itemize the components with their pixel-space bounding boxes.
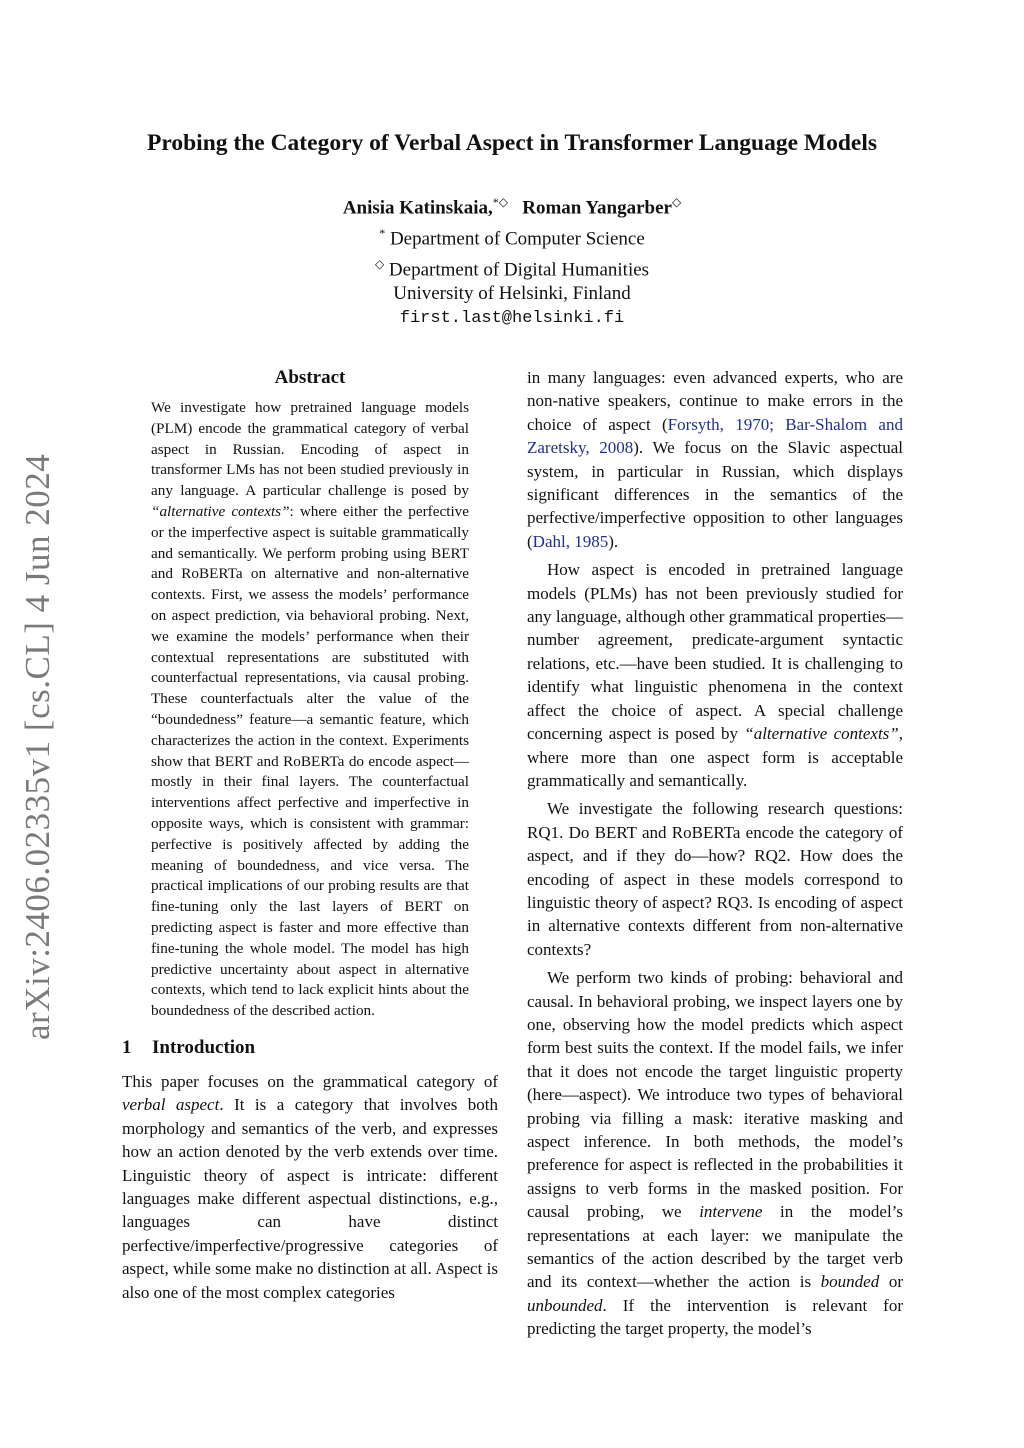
text-run: . If the intervention is relevant for predicting the target property, the model’s <box>527 1295 903 1339</box>
affiliation-line <box>0 252 1024 283</box>
author-email: first.last@helsinki.fi <box>399 308 625 328</box>
body-paragraph <box>527 366 903 553</box>
author-block <box>0 190 1024 331</box>
right-column <box>527 366 903 1341</box>
emphasis: “alternative contexts” <box>744 724 899 744</box>
emphasis: unbounded <box>527 1295 603 1315</box>
author-affiliation-marks: ◇ <box>671 195 682 209</box>
text-run: or <box>879 1272 903 1292</box>
left-column <box>122 366 498 1304</box>
arxiv-identifier: arXiv:2406.02335v1 [cs.CL] 4 Jun 2024 <box>18 453 57 1040</box>
affiliation-line <box>0 221 1024 252</box>
citation-link[interactable]: Dahl, 1985 <box>532 531 609 551</box>
text-run: in many languages: even advanced experts, who are non-native speakers, continue to make errors in the choice of aspect ( <box>527 368 903 434</box>
abstract-heading: Abstract <box>274 367 346 388</box>
section-title: Introduction <box>152 1036 256 1058</box>
text-run: in the model’s representations at each layer: we manipulate the semantics of the action described by the target verb and its context—whether the action is <box>527 1202 904 1292</box>
affiliation: Department of Digital Humanities <box>388 258 650 280</box>
affiliation-mark: ◇ <box>374 256 385 271</box>
affiliation-mark: * <box>379 225 386 240</box>
citation-link[interactable]: Bar-Shalom and Zaretsky, 2008 <box>527 414 903 458</box>
abstract-text-part: We investigate how pretrained language models (PLM) encode the grammatical category of verbal aspect in Russian. Encoding of aspect in transformer LMs has not been studied previously in any language. A particular challenge is posed by <box>151 399 469 500</box>
citation-link[interactable]: Forsyth, 1970 <box>667 414 770 434</box>
text-run: How aspect is encoded in pretrained language models (PLMs) has not been previously studied for any language, although other grammatical properties—number agreement, predicate-argument syntactic relations, etc.—have been studied. It is challenging to identify what linguistic phenomena in the context affect the choice of aspect. A special challenge concerning aspect is posed by <box>527 560 903 744</box>
text-run: ). <box>608 531 619 551</box>
paper-title: Probing the Category of Verbal Aspect in Transformer Language Models <box>146 130 877 156</box>
citation-separator: ; <box>769 414 786 434</box>
emphasis: bounded <box>820 1272 880 1292</box>
body-paragraph <box>527 558 903 792</box>
emphasis: intervene <box>699 1202 763 1222</box>
university: University of Helsinki, Finland <box>393 283 631 305</box>
text-run: This paper focuses on the grammatical category of <box>122 1071 498 1091</box>
intro-paragraph <box>122 1070 498 1304</box>
text-run: , where more than one aspect form is acceptable grammatically and semantically. <box>527 724 903 790</box>
author-name: Roman Yangarber <box>522 197 672 219</box>
abstract-emphasis: “alternative contexts” <box>151 502 290 520</box>
text-run: . It is a category that involves both morphology and semantics of the verb, and expresses how an action denoted by the verb extends over time. Linguistic theory of aspect is intricate: different languages make different aspectual distinctions, e.g., languages can have distinct perfective/imperfective/progressive categories of aspect, while some make no distinction at all. Aspect is also one of the most complex categories <box>122 1095 498 1302</box>
section-heading-introduction <box>122 1036 498 1060</box>
abstract-text-part: : where either the perfective or the imperfective aspect is suitable grammatically and semantically. We perform probing using BERT and RoBERTa on alternative and non-alternative contexts. First, we assess the models’ performance on aspect prediction, via behavioral probing. Next, we examine the models’ performance when their contextual representations are substituted with counterfactual representations, via causal probing. These counterfactuals alter the value of the “boundedness” feature—a semantic feature, which characterizes the action in the context. Experiments show that BERT and RoBERTa do encode aspect—mostly in their final layers. The counterfactual interventions affect perfective and imperfective in opposite ways, which is consistent with grammar: perfective is positively affected by adding the meaning of boundedness, and vice versa. The practical implications of our probing results are that fine-tuning only the last layers of BERT on predicting aspect is faster and more effective than fine-tuning the whole model. The model has high predictive uncertainty about aspect in alternative contexts, which tend to lack explicit hints about the boundedness of the described action. <box>151 502 469 1020</box>
body-paragraph <box>527 966 903 1341</box>
author-name: Anisia Katinskaia, <box>342 197 493 219</box>
affiliation: Department of Computer Science <box>389 228 645 250</box>
section-number: 1 <box>122 1036 132 1058</box>
author-affiliation-marks: *◇ <box>492 195 508 209</box>
text-run: We perform two kinds of probing: behavioral and causal. In behavioral probing, we inspect layers one by one, observing how the model predicts which aspect form best suits the context. If the model fails, we infer that it does not encode the target linguistic property (here—aspect). We introduce two types of behavioral probing via filling a mask: iterative masking and aspect inference. In both methods, the model’s preference for aspect is reflected in the probabilities it assigns to verb forms in the masked position. For causal probing, we <box>527 968 903 1222</box>
author-names <box>0 190 1024 221</box>
emphasis: verbal aspect <box>122 1095 220 1115</box>
text-run: ). We focus on the Slavic aspectual system, in particular in Russian, which displays significant differences in the semantics of the perfective/imperfective opposition to other languages ( <box>527 438 903 551</box>
body-paragraph: We investigate the following research questions: RQ1. Do BERT and RoBERTa encode the category of aspect, and if they do—how? RQ2. How does the encoding of aspect in these models correspond to linguistic theory of aspect? RQ3. Is encoding of aspect in alternative contexts different from non-alternative contexts? <box>527 799 903 959</box>
abstract-text <box>151 398 469 1022</box>
